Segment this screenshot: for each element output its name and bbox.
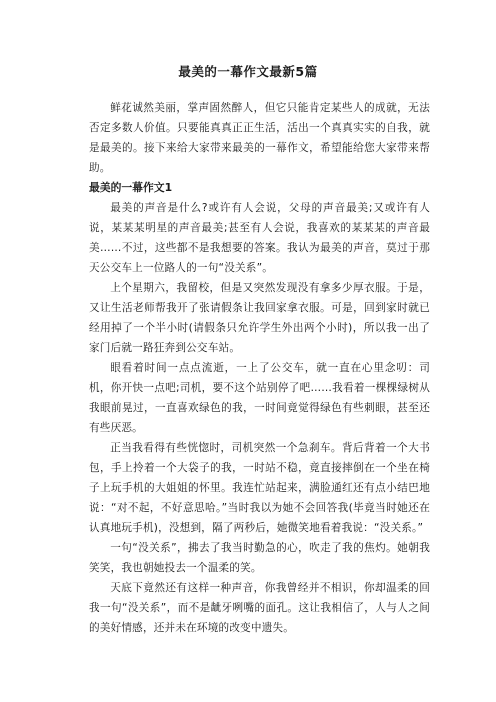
body-paragraph: 上个星期六，我留校，但是又突然发现没有拿多少厚衣服。于是，又让生活老师帮我开了张请假条让我回家拿衣服。可是，回到家时就已经用掉了一个半小时(请假条只允许学生外出两个小时)，所以我一出了家门后就一路狂奔到公交车站。 [89,282,430,354]
body-paragraph: 一句“没关系”，拂去了我当时勤急的心，吹走了我的焦灼。她朝我笑笑，我也朝她投去一个温柔的笑。 [89,542,430,574]
body-paragraph: 天底下竟然还有这样一种声音，你我曾经并不相识，你却温柔的回我一句“没关系”，而不是龇牙咧嘴的面孔。这让我相信了，人与人之间的美好情感，还并未在环境的改变中遗失。 [89,582,430,634]
intro-paragraph: 鲜花诚然美丽，掌声固然醉人，但它只能肯定某些人的成就，无法否定多数人价值。只要能真真正正生活，活出一个真真实实的自我，就是最美的。接下来给大家带来最美的一幕作文，希望能给您大家带来帮助。 [89,102,430,174]
body-paragraph: 最美的声音是什么?或许有人会说，父母的声音最美;又或许有人说，某某某明星的声音最美;甚至有人会说，我喜欢的某某某的声音最美……不过，这些都不是我想要的答案。我认为最美的声音，莫过于那天公交车上一位路人的一句“没关系”。 [89,202,430,274]
body-paragraph: 正当我看得有些恍惚时，司机突然一个急刹车。背后背着一个大书包，手上拎着一个大袋子的我，一时站不稳，竟直接摔倒在一个坐在椅子上玩手机的大姐姐的怀里。我连忙站起来，满脸通红还有点小结巴地说：“对不起，不好意思哈。”当时我以为她不会回答我(毕竟当时她还在认真地玩手机)，没想到，隔了两秒后，她微笑地看着我说：“没关系。” [89,442,430,534]
section-heading: 最美的一幕作文1 [89,181,173,194]
document-title: 最美的一幕作文最新5篇 [178,64,318,79]
body-paragraph: 眼看着时间一点点流逝，一上了公交车，就一直在心里念叨：司机，你开快一点吧;司机，要不这个站别停了吧……我看着一棵棵绿树从我眼前晃过，一直喜欢绿色的我，一时间竟觉得绿色有些刺眼，甚至还有些厌恶。 [89,362,430,434]
